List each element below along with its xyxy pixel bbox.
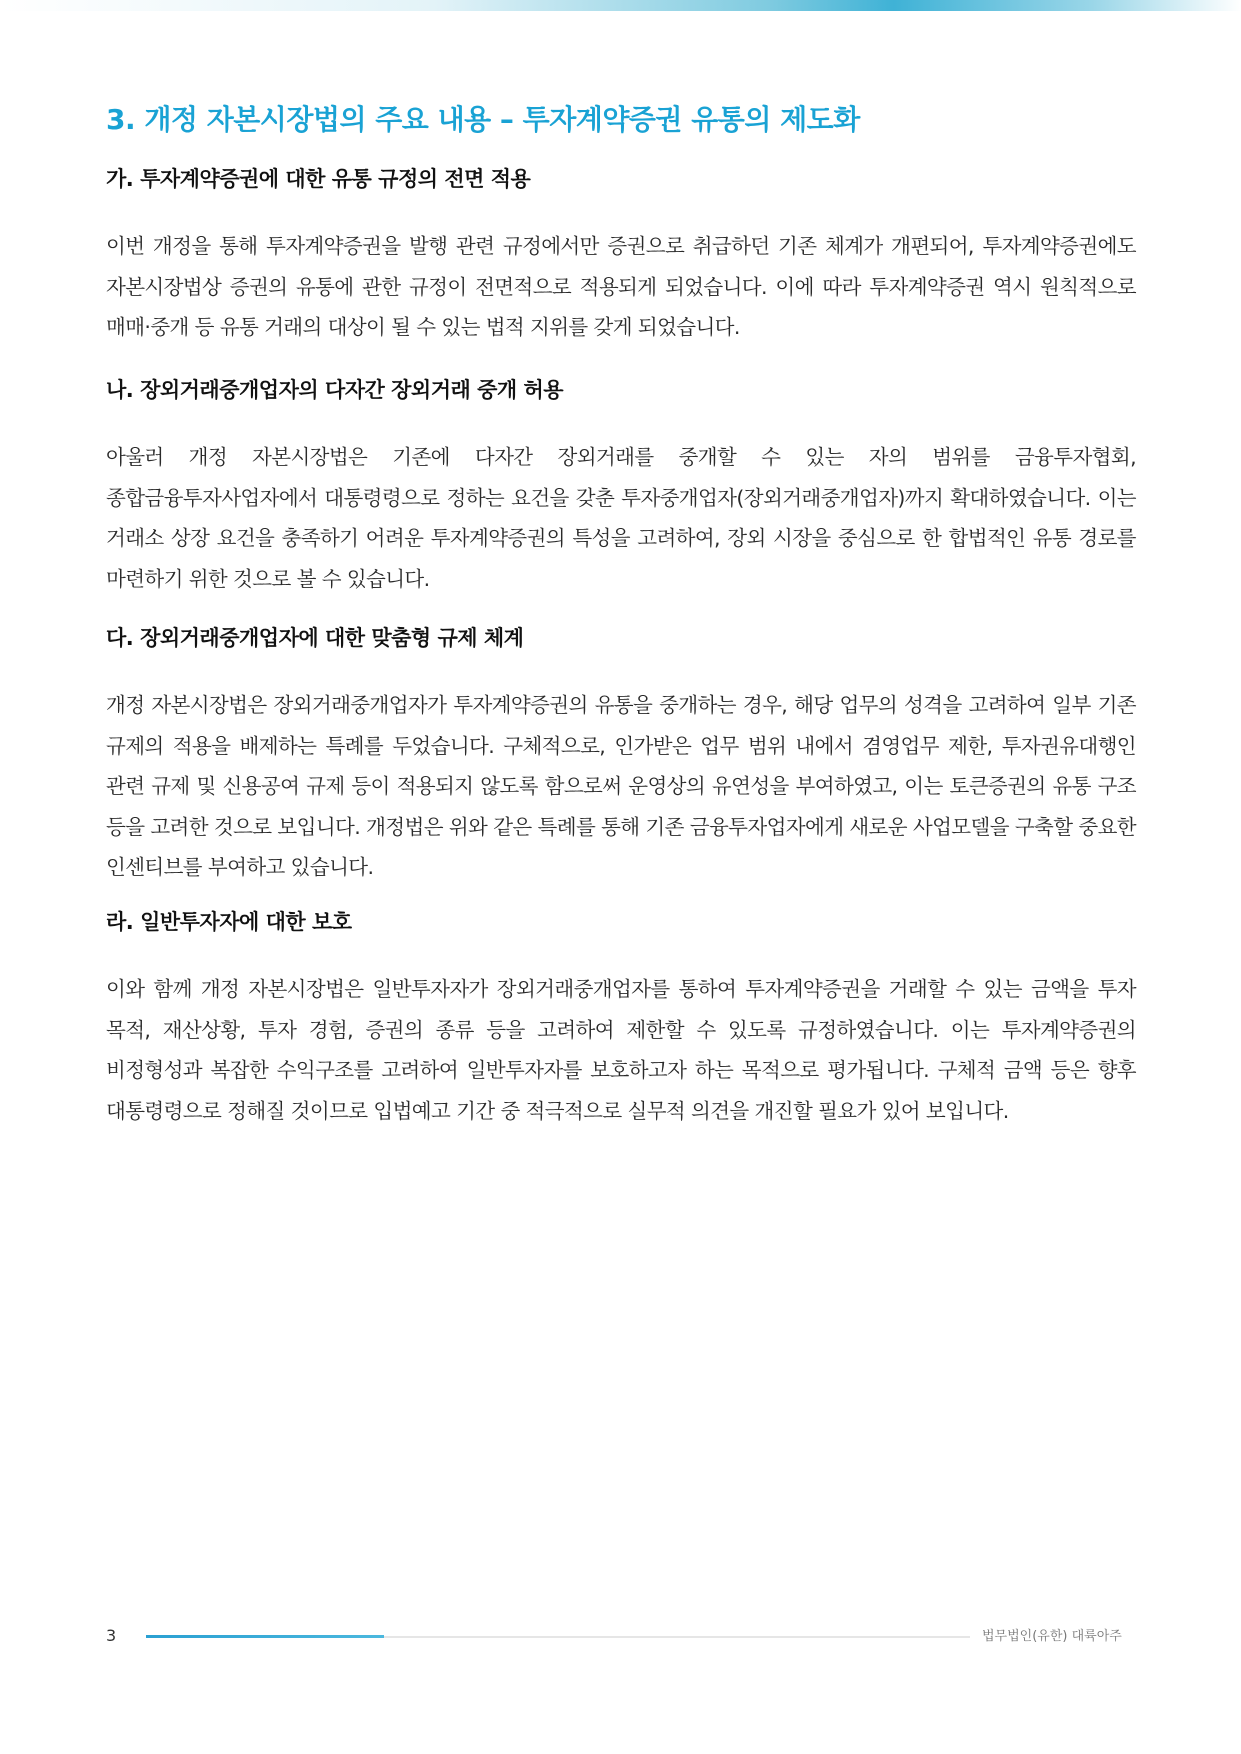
section-da [106,622,1136,888]
section-ra [106,906,1136,1131]
section-body: 아울러 개정 자본시장법은 기존에 다자간 장외거래를 중개할 수 있는 자의 범위를 금융투자협회, 종합금융투자사업자에서 대통령령으로 정하는 요건을 갖춘 투자중개업자(장외거래중개업자)까지 확대하였습니다. 이는 거래소 상장 요건을 충족하기 어려운 투자계약증권의 특성을 고려하여, 장외 시장을 중심으로 한 합법적인 유통 경로를 마련하기 위한 것으로 볼 수 있습니다. [106,445,1136,591]
top-gradient-bar [0,0,1241,11]
section-na [106,374,1136,599]
section-ga [106,163,1136,348]
firm-name: 법무법인(유한) 대륙아주 [982,1629,1122,1644]
page-number: 3 [106,1626,117,1645]
page-title: 3. 개정 자본시장법의 주요 내용 – 투자계약증권 유통의 제도화 [106,103,860,136]
section-heading: 라. 일반투자자에 대한 보호 [106,910,352,934]
section-heading: 나. 장외거래중개업자의 다자간 장외거래 중개 허용 [106,378,564,402]
footer-divider-accent [146,1635,384,1638]
section-body: 이번 개정을 통해 투자계약증권을 발행 관련 규정에서만 증권으로 취급하던 기존 체계가 개편되어, 투자계약증권에도 자본시장법상 증권의 유통에 관한 규정이 전면적으로 적용되게 되었습니다. 이에 따라 투자계약증권 역시 원칙적으로 매매·중개 등 유통 거래의 대상이 될 수 있는 법적 지위를 갖게 되었습니다. [106,234,1136,339]
section-body: 개정 자본시장법은 장외거래중개업자가 투자계약증권의 유통을 중개하는 경우, 해당 업무의 성격을 고려하여 일부 기존 규제의 적용을 배제하는 특례를 두었습니다. 구체적으로, 인가받은 업무 범위 내에서 겸영업무 제한, 투자권유대행인 관련 규제 및 신용공여 규제 등이 적용되지 않도록 함으로써 운영상의 유연성을 부여하였고, 이는 토큰증권의 유통 구조 등을 고려한 것으로 보입니다. 개정법은 위와 같은 특례를 통해 기존 금융투자업자에게 새로운 사업모델을 구축할 중요한 인센티브를 부여하고 있습니다. [106,693,1136,879]
page-footer [0,1624,1241,1654]
section-body: 이와 함께 개정 자본시장법은 일반투자자가 장외거래중개업자를 통하여 투자계약증권을 거래할 수 있는 금액을 투자 목적, 재산상황, 투자 경험, 증권의 종류 등을 고려하여 제한할 수 있도록 규정하였습니다. 이는 투자계약증권의 비정형성과 복잡한 수익구조를 고려하여 일반투자자를 보호하고자 하는 목적으로 평가됩니다. 구체적 금액 등은 향후 대통령령으로 정해질 것이므로 입법예고 기간 중 적극적으로 실무적 의견을 개진할 필요가 있어 보입니다. [106,977,1136,1123]
section-heading: 가. 투자계약증권에 대한 유통 규정의 전면 적용 [106,167,531,191]
section-heading: 다. 장외거래중개업자에 대한 맞춤형 규제 체계 [106,626,524,650]
